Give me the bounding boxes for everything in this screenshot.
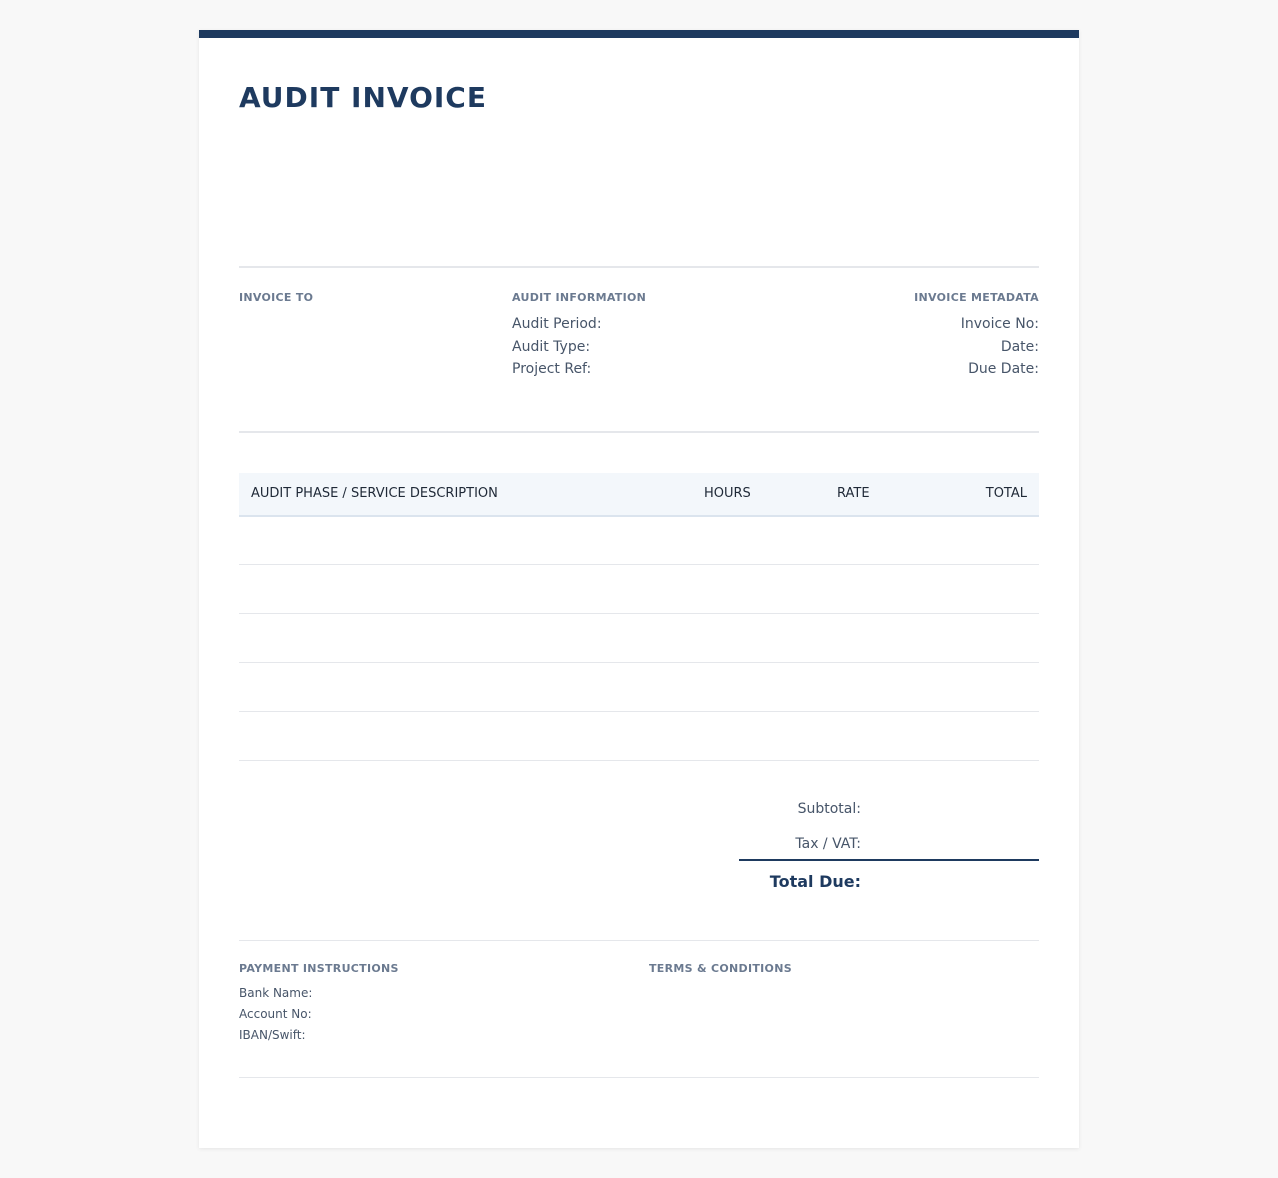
subtotal-label: Subtotal: — [797, 801, 861, 817]
info-divider — [239, 431, 1039, 433]
date-field: Date: — [1000, 339, 1039, 355]
invoice-title: AUDIT INVOICE — [239, 81, 487, 114]
column-header-rate: RATE — [837, 486, 870, 501]
invoice-page — [199, 30, 1079, 1148]
bank-name-field: Bank Name: — [239, 986, 313, 1000]
header-divider — [239, 266, 1039, 268]
due-date-field: Due Date: — [968, 361, 1039, 377]
footer-divider — [239, 940, 1039, 941]
project-ref-field: Project Ref: — [512, 361, 592, 377]
audit-information-label: AUDIT INFORMATION — [512, 291, 647, 304]
column-header-hours: HOURS — [704, 486, 751, 501]
payment-instructions-label: PAYMENT INSTRUCTIONS — [239, 962, 399, 975]
accent-top-bar — [199, 30, 1079, 38]
total-due-label: Total Due: — [769, 872, 861, 891]
audit-period-field: Audit Period: — [512, 316, 602, 332]
invoice-metadata-label: INVOICE METADATA — [914, 291, 1039, 304]
table-row — [239, 564, 1039, 565]
iban-swift-field: IBAN/Swift: — [239, 1028, 306, 1042]
invoice-to-label: INVOICE TO — [239, 291, 314, 304]
table-row — [239, 613, 1039, 614]
totals-divider — [739, 859, 1039, 861]
audit-type-field: Audit Type: — [512, 339, 591, 355]
tax-label: Tax / VAT: — [795, 836, 861, 852]
column-header-description: AUDIT PHASE / SERVICE DESCRIPTION — [251, 486, 498, 501]
table-row — [239, 662, 1039, 663]
terms-conditions-label: TERMS & CONDITIONS — [649, 962, 792, 975]
bottom-divider — [239, 1077, 1039, 1078]
invoice-no-field: Invoice No: — [960, 316, 1039, 332]
table-header — [239, 473, 1039, 517]
table-row — [239, 760, 1039, 761]
column-header-total: TOTAL — [985, 486, 1027, 501]
table-row — [239, 711, 1039, 712]
account-no-field: Account No: — [239, 1007, 312, 1021]
